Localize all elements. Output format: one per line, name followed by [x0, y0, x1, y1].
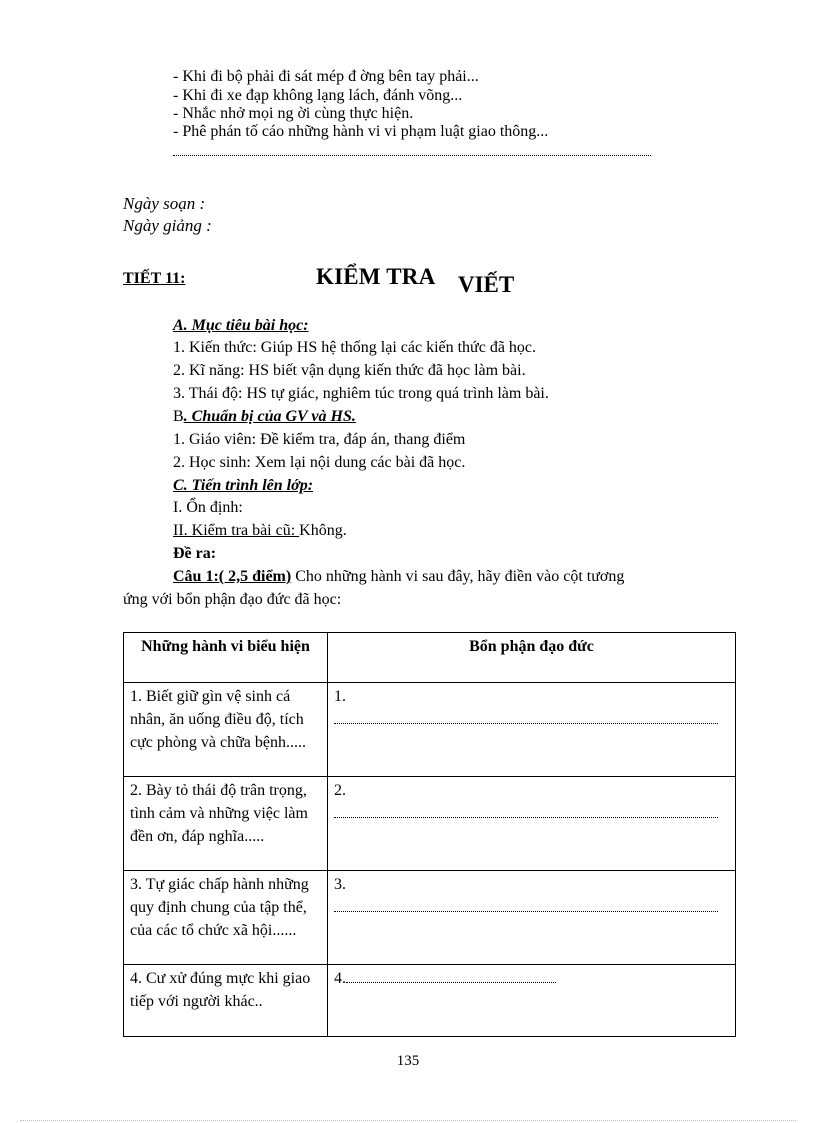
answer-dotted-line: [346, 969, 556, 983]
table-header-duty: Bổn phận đạo đức: [328, 633, 736, 683]
table-cell-answer[interactable]: [328, 683, 736, 777]
section-c-item-2: [173, 521, 347, 541]
section-a-title: A. Mục tiêu bài học:: [173, 317, 309, 334]
table-cell-answer[interactable]: [328, 777, 736, 871]
table-cell-behavior: 4. Cư xử đúng mực khi giao tiếp với người khác..: [124, 965, 328, 1037]
table-header-behavior: Những hành vi biểu hiện: [124, 633, 328, 683]
section-a-item-3: 3. Thái độ: HS tự giác, nghiêm túc trong quá trình làm bài.: [173, 385, 549, 402]
bullet-line-1: - Khi đi bộ phải đi sát mép đ ờng bên tay phải...: [173, 68, 479, 85]
table-cell-behavior: 1. Biết giữ gìn vệ sinh cá nhân, ăn uống điều độ, tích cực phòng và chữa bệnh.....: [124, 683, 328, 777]
question-1: [173, 567, 624, 587]
lesson-number: TIẾT 11:: [123, 270, 186, 287]
section-b-item-1: 1. Giáo viên: Đề kiểm tra, đáp án, thang điểm: [173, 431, 466, 448]
question-1-label: Câu 1:( 2,5 điểm): [173, 568, 292, 585]
section-b-prefix: B: [173, 408, 184, 425]
page-number: 135: [396, 1053, 420, 1069]
section-c-item-1: I. Ổn định:: [173, 499, 243, 516]
answer-number: 2.: [334, 782, 346, 799]
page-title-part2: VIẾT: [458, 272, 515, 297]
page-bottom-rule: [20, 1120, 796, 1121]
section-b-title: [173, 407, 356, 427]
ngay-soan-label: Ngày soạn :: [123, 194, 206, 213]
answer-number: 3.: [334, 876, 346, 893]
answer-dotted-line: [334, 898, 718, 912]
table-header-row: [124, 633, 736, 683]
section-c-item-2-label: II. Kiểm tra bài cũ:: [173, 522, 300, 539]
section-c-title: C. Tiến trình lên lớp:: [173, 477, 314, 494]
answer-number: 4.: [334, 970, 346, 987]
page-title-part1: KIỂM TRA: [316, 264, 436, 289]
section-b-item-2: 2. Học sinh: Xem lại nội dung các bài đã học.: [173, 454, 466, 471]
table-row: [124, 777, 736, 871]
bullet-line-4: - Phê phán tố cáo những hành vi vi phạm luật giao thông...: [173, 123, 549, 140]
answer-number: 1.: [334, 688, 346, 705]
answer-dotted-line: [334, 710, 718, 724]
section-a-item-1: 1. Kiến thức: Giúp HS hệ thống lại các kiến thức đã học.: [173, 339, 537, 356]
behavior-table: [123, 632, 736, 1037]
table-row: [124, 965, 736, 1037]
table-cell-answer[interactable]: [328, 871, 736, 965]
de-ra-label: Đề ra:: [173, 545, 217, 562]
section-b-heading: . Chuẩn bị của GV và HS.: [183, 408, 356, 425]
dotted-separator: [173, 141, 651, 156]
table-cell-answer[interactable]: [328, 965, 736, 1037]
ngay-giang-label: Ngày giảng :: [123, 216, 212, 235]
question-1-text-cont: ứng với bổn phận đạo đức đã học:: [123, 591, 342, 608]
bullet-line-3: - Nhắc nhở mọi ng ời cùng thực hiện.: [173, 105, 414, 122]
table-row: [124, 871, 736, 965]
bullet-line-2: - Khi đi xe đạp không lạng lách, đánh võng...: [173, 87, 463, 104]
table-cell-behavior: 3. Tự giác chấp hành những quy định chung của tập thể, của các tổ chức xã hội......: [124, 871, 328, 965]
question-1-text: Cho những hành vi sau đây, hãy điền vào cột tương: [291, 568, 625, 585]
table-cell-behavior: 2. Bày tỏ thái độ trân trọng, tình cảm và những việc làm đền ơn, đáp nghĩa.....: [124, 777, 328, 871]
table-row: [124, 683, 736, 777]
answer-dotted-line: [334, 804, 718, 818]
section-a-item-2: 2. Kĩ năng: HS biết vận dụng kiến thức đã học làm bài.: [173, 362, 526, 379]
section-c-item-2-value: Không.: [299, 522, 347, 539]
